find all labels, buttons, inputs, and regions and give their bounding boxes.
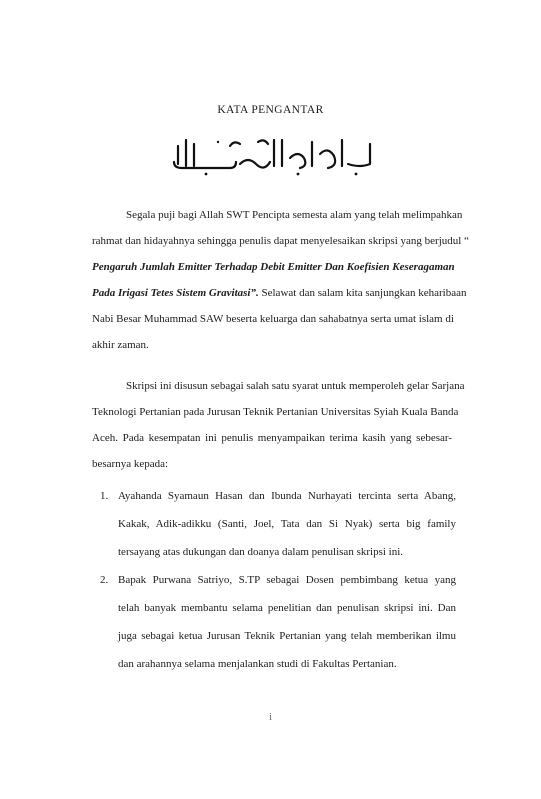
basmalah-calligraphy	[170, 134, 375, 178]
list-item-number: 2.	[100, 574, 109, 586]
paragraph-line: Skripsi ini disusun sebagai salah satu syarat untuk memperoleh gelar Sarjana	[126, 380, 465, 392]
paragraph-purpose	[92, 373, 465, 477]
paragraph-line: rahmat dan hidayahnya sehingga penulis dapat menyelesaikan skripsi yang berjudul “	[92, 235, 469, 247]
paragraph-line: Nabi Besar Muhammad SAW beserta keluarga dan sahabatnya serta umat islam di	[92, 313, 454, 325]
list-item-line: juga sebagai ketua Jurusan Teknik Pertanian yang telah memberikan ilmu	[118, 630, 456, 642]
thesis-title-line: Pengaruh Jumlah Emitter Terhadap Debit Emitter Dan Koefisien Keseragaman	[92, 261, 455, 273]
paragraph-line	[92, 280, 467, 306]
list-item-line: dan arahannya selama menjalankan studi di Fakultas Pertanian.	[118, 658, 397, 670]
paragraph-line-rest: Selawat dan salam kita sanjungkan keharibaan	[258, 287, 467, 299]
paragraph-line: Aceh. Pada kesempatan ini penulis menyampaikan terima kasih yang sebesar-	[92, 432, 452, 444]
list-item-line: Kakak, Adik-adikku (Santi, Joel, Tata dan Si Nyak) serta big family	[118, 518, 456, 530]
list-item-line: Bapak Purwana Satriyo, S.TP sebagai Dosen pembimbang ketua yang	[118, 574, 456, 586]
page-title: KATA PENGANTAR	[217, 104, 324, 116]
paragraph-line: besarnya kepada:	[92, 458, 169, 470]
list-item-line: tersayang atas dukungan dan doanya dalam penulisan skripsi ini.	[118, 546, 404, 558]
thesis-title-end: Pada Irigasi Tetes Sistem Gravitasi”.	[92, 287, 259, 299]
paragraph-line: Teknologi Pertanian pada Jurusan Teknik Pertanian Universitas Syiah Kuala Banda	[92, 406, 459, 418]
basmalah-calligraphy-image	[170, 134, 375, 178]
paragraph-line: Segala puji bagi Allah SWT Pencipta semesta alam yang telah melimpahkan	[126, 209, 463, 221]
page-number: i	[269, 712, 272, 723]
list-item	[100, 482, 456, 566]
paragraph-preface	[92, 202, 469, 358]
list-item-line: Ayahanda Syamaun Hasan dan Ibunda Nurhayati tercinta serta Abang,	[118, 490, 456, 502]
acknowledgement-list	[100, 482, 456, 678]
list-item	[100, 566, 456, 678]
list-item-line: telah banyak membantu selama penelitian dan penulisan skripsi ini. Dan	[118, 602, 456, 614]
list-item-number: 1.	[100, 490, 109, 502]
paragraph-line: akhir zaman.	[92, 339, 149, 351]
